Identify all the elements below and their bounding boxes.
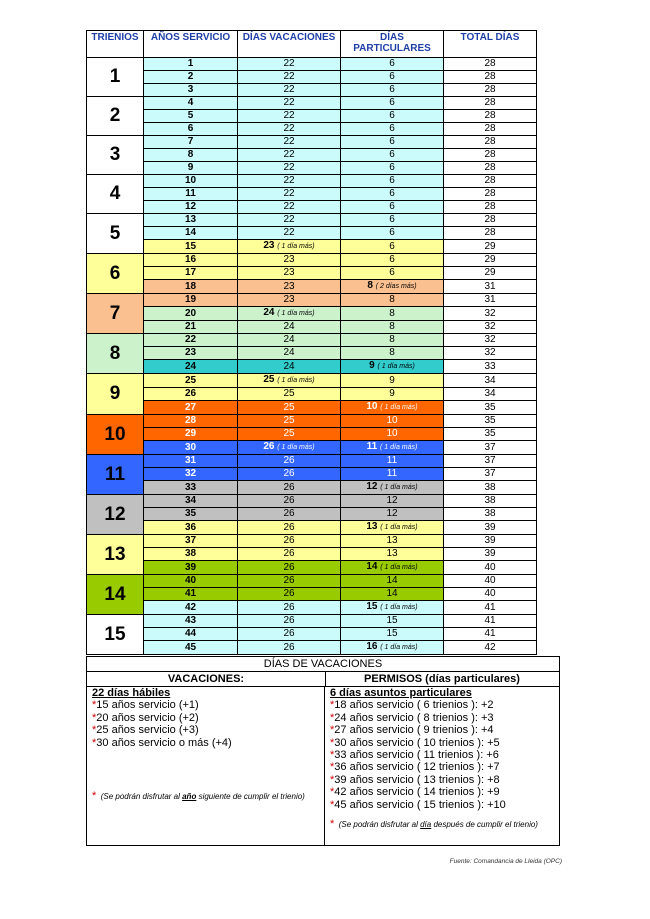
table-row: [87, 508, 537, 521]
total-days-cell: 37: [444, 441, 537, 455]
personal-days-cell: 14: [341, 575, 444, 588]
header-trienios: TRIENIOS: [87, 31, 144, 58]
table-row: [87, 441, 537, 455]
years-cell: 31: [144, 455, 238, 468]
total-days-cell: 34: [444, 374, 537, 388]
vacation-days-cell: 22: [238, 214, 341, 227]
permisos-column: [325, 686, 559, 845]
table-row: [87, 175, 537, 188]
vacation-days-cell: 25 ( 1 día más): [238, 374, 341, 388]
trienio-cell: 2: [87, 97, 144, 136]
years-cell: 21: [144, 321, 238, 334]
vacation-days-cell: 25: [238, 401, 341, 415]
summary-list-item: *42 años servicio ( 14 trienios ): +9: [330, 786, 500, 799]
total-days-cell: 31: [444, 294, 537, 307]
vacation-days-cell: 24: [238, 347, 341, 360]
vacation-days-cell: 23: [238, 280, 341, 294]
total-days-cell: 28: [444, 71, 537, 84]
total-days-cell: 39: [444, 548, 537, 561]
personal-days-cell: 11: [341, 468, 444, 481]
header-total-dias: TOTAL DÍAS: [444, 31, 537, 58]
vacation-days-cell: 26 ( 1 día más): [238, 441, 341, 455]
table-header-row: [87, 31, 537, 58]
vacation-days-cell: 22: [238, 188, 341, 201]
table-row: [87, 495, 537, 508]
vacation-table: [86, 30, 537, 655]
table-row: [87, 360, 537, 374]
total-days-cell: 39: [444, 521, 537, 535]
years-cell: 25: [144, 374, 238, 388]
summary-list-item: *27 años servicio ( 9 trienios ): +4: [330, 724, 494, 737]
table-row: [87, 628, 537, 641]
vacation-days-cell: 26: [238, 495, 341, 508]
total-days-cell: 28: [444, 149, 537, 162]
personal-days-cell: 6: [341, 110, 444, 123]
summary-list-item: *36 años servicio ( 12 trienios ): +7: [330, 761, 500, 774]
table-row: [87, 307, 537, 321]
years-cell: 29: [144, 428, 238, 441]
vacation-days-cell: 26: [238, 521, 341, 535]
total-days-cell: 28: [444, 162, 537, 175]
total-days-cell: 28: [444, 136, 537, 149]
personal-days-cell: 8: [341, 321, 444, 334]
personal-days-cell: 10: [341, 415, 444, 428]
vacation-days-cell: 26: [238, 548, 341, 561]
years-cell: 40: [144, 575, 238, 588]
total-days-cell: 29: [444, 267, 537, 280]
personal-days-cell: 6: [341, 254, 444, 267]
table-row: [87, 428, 537, 441]
personal-days-cell: 6: [341, 162, 444, 175]
personal-days-cell: 11: [341, 455, 444, 468]
table-row: [87, 84, 537, 97]
summary-list-item: *30 años servicio ( 10 trienios ): +5: [330, 736, 500, 749]
total-days-cell: 35: [444, 401, 537, 415]
personal-days-cell: 6: [341, 149, 444, 162]
summary-list-item: *18 años servicio ( 6 trienios ): +2: [330, 699, 494, 712]
vacation-days-cell: 23 ( 1 día más): [238, 240, 341, 254]
years-cell: 13: [144, 214, 238, 227]
table-row: [87, 240, 537, 254]
personal-days-cell: 13: [341, 535, 444, 548]
vacation-days-cell: 22: [238, 123, 341, 136]
personal-days-cell: 12: [341, 508, 444, 521]
personal-days-cell: 11 ( 1 día más): [341, 441, 444, 455]
years-cell: 17: [144, 267, 238, 280]
years-cell: 36: [144, 521, 238, 535]
personal-days-cell: 9 ( 1 día más): [341, 360, 444, 374]
vacation-days-cell: 26: [238, 535, 341, 548]
vacation-days-cell: 26: [238, 588, 341, 601]
total-days-cell: 28: [444, 175, 537, 188]
personal-days-cell: 10: [341, 428, 444, 441]
table-row: [87, 588, 537, 601]
years-cell: 45: [144, 641, 238, 655]
vacation-days-cell: 23: [238, 267, 341, 280]
personal-days-cell: 6: [341, 240, 444, 254]
vacation-days-cell: 22: [238, 162, 341, 175]
total-days-cell: 40: [444, 575, 537, 588]
total-days-cell: 28: [444, 227, 537, 240]
table-row: [87, 294, 537, 307]
table-row: [87, 455, 537, 468]
vacation-days-cell: 24: [238, 321, 341, 334]
vacation-days-cell: 25: [238, 388, 341, 401]
years-cell: 32: [144, 468, 238, 481]
table-row: [87, 136, 537, 149]
trienio-cell: 9: [87, 374, 144, 415]
total-days-cell: 28: [444, 123, 537, 136]
table-row: [87, 110, 537, 123]
vacation-days-cell: 23: [238, 294, 341, 307]
vacation-days-cell: 24 ( 1 día más): [238, 307, 341, 321]
trienio-cell: 15: [87, 615, 144, 655]
personal-days-cell: 6: [341, 84, 444, 97]
personal-days-cell: 8 ( 2 días más): [341, 280, 444, 294]
table-row: [87, 561, 537, 575]
years-cell: 28: [144, 415, 238, 428]
vacation-days-cell: 22: [238, 110, 341, 123]
table-row: [87, 188, 537, 201]
personal-days-cell: 14 ( 1 día más): [341, 561, 444, 575]
table-row: [87, 149, 537, 162]
vacation-days-cell: 22: [238, 136, 341, 149]
table-row: [87, 374, 537, 388]
perm-title: 6 días asuntos particulares: [330, 687, 472, 699]
trienio-cell: 1: [87, 58, 144, 97]
total-days-cell: 34: [444, 388, 537, 401]
total-days-cell: 38: [444, 481, 537, 495]
personal-days-cell: 13 ( 1 día más): [341, 521, 444, 535]
header-dias-particulares: DÍAS PARTICULARES: [341, 31, 444, 58]
vacation-days-cell: 25: [238, 428, 341, 441]
total-days-cell: 35: [444, 415, 537, 428]
total-days-cell: 29: [444, 240, 537, 254]
years-cell: 2: [144, 71, 238, 84]
total-days-cell: 32: [444, 321, 537, 334]
total-days-cell: 28: [444, 214, 537, 227]
vac-note: * (Se podrán disfrutar al año siguiente de cumplir el trienio): [92, 790, 305, 803]
personal-days-cell: 8: [341, 307, 444, 321]
table-row: [87, 201, 537, 214]
total-days-cell: 33: [444, 360, 537, 374]
table-row: [87, 468, 537, 481]
years-cell: 7: [144, 136, 238, 149]
trienio-cell: 3: [87, 136, 144, 175]
summary-list-item: *30 años servicio o más (+4): [92, 736, 232, 749]
personal-days-cell: 10 ( 1 día más): [341, 401, 444, 415]
years-cell: 23: [144, 347, 238, 360]
trienio-cell: 10: [87, 415, 144, 455]
vac-title: 22 días hábiles: [92, 687, 171, 699]
vacation-days-cell: 26: [238, 615, 341, 628]
years-cell: 37: [144, 535, 238, 548]
personal-days-cell: 6: [341, 123, 444, 136]
vacation-days-cell: 24: [238, 334, 341, 347]
years-cell: 33: [144, 481, 238, 495]
vacation-days-cell: 22: [238, 84, 341, 97]
table-row: [87, 641, 537, 655]
personal-days-cell: 6: [341, 267, 444, 280]
perm-items-list: [325, 699, 559, 811]
summary-title: DÍAS DE VACACIONES: [87, 657, 559, 672]
table-row: [87, 123, 537, 136]
vacation-days-cell: 26: [238, 468, 341, 481]
years-cell: 6: [144, 123, 238, 136]
personal-days-cell: 15: [341, 628, 444, 641]
years-cell: 38: [144, 548, 238, 561]
trienio-cell: 6: [87, 254, 144, 294]
personal-days-cell: 6: [341, 58, 444, 71]
total-days-cell: 40: [444, 561, 537, 575]
years-cell: 15: [144, 240, 238, 254]
personal-days-cell: 6: [341, 136, 444, 149]
years-cell: 41: [144, 588, 238, 601]
personal-days-cell: 6: [341, 201, 444, 214]
summary-list-item: *33 años servicio ( 11 trienios ): +6: [330, 749, 499, 762]
years-cell: 1: [144, 58, 238, 71]
summary-list-item: *25 años servicio (+3): [92, 724, 199, 737]
years-cell: 9: [144, 162, 238, 175]
table-row: [87, 615, 537, 628]
table-row: [87, 347, 537, 360]
years-cell: 4: [144, 97, 238, 110]
years-cell: 22: [144, 334, 238, 347]
total-days-cell: 35: [444, 428, 537, 441]
summary-list-item: *45 años servicio ( 15 trienios ): +10: [330, 798, 506, 811]
vacation-days-cell: 26: [238, 628, 341, 641]
years-cell: 18: [144, 280, 238, 294]
table-row: [87, 548, 537, 561]
summary-list-item: *20 años servicio (+2): [92, 711, 199, 724]
years-cell: 19: [144, 294, 238, 307]
vacation-days-cell: 26: [238, 641, 341, 655]
trienio-cell: 13: [87, 535, 144, 575]
personal-days-cell: 6: [341, 175, 444, 188]
vacation-days-cell: 26: [238, 481, 341, 495]
table-row: [87, 58, 537, 71]
vacation-days-cell: 25: [238, 415, 341, 428]
years-cell: 12: [144, 201, 238, 214]
trienio-cell: 14: [87, 575, 144, 615]
personal-days-cell: 6: [341, 214, 444, 227]
vacation-days-cell: 22: [238, 227, 341, 240]
years-cell: 14: [144, 227, 238, 240]
personal-days-cell: 12 ( 1 día más): [341, 481, 444, 495]
summary-list-item: *24 años servicio ( 8 trienios ): +3: [330, 711, 494, 724]
total-days-cell: 41: [444, 628, 537, 641]
total-days-cell: 28: [444, 201, 537, 214]
table-row: [87, 481, 537, 495]
total-days-cell: 28: [444, 97, 537, 110]
table-row: [87, 214, 537, 227]
total-days-cell: 28: [444, 188, 537, 201]
personal-days-cell: 13: [341, 548, 444, 561]
personal-days-cell: 15: [341, 615, 444, 628]
vacation-days-cell: 26: [238, 601, 341, 615]
table-row: [87, 535, 537, 548]
total-days-cell: 28: [444, 84, 537, 97]
personal-days-cell: 16 ( 1 día más): [341, 641, 444, 655]
years-cell: 8: [144, 149, 238, 162]
vacation-days-cell: 26: [238, 508, 341, 521]
personal-days-cell: 9: [341, 374, 444, 388]
table-row: [87, 601, 537, 615]
personal-days-cell: 8: [341, 334, 444, 347]
years-cell: 42: [144, 601, 238, 615]
years-cell: 27: [144, 401, 238, 415]
total-days-cell: 28: [444, 110, 537, 123]
years-cell: 26: [144, 388, 238, 401]
table-row: [87, 162, 537, 175]
personal-days-cell: 12: [341, 495, 444, 508]
summary-list-item: *15 años servicio (+1): [92, 699, 199, 712]
summary-box: [86, 656, 560, 846]
table-row: [87, 321, 537, 334]
summary-list-item: *39 años servicio ( 13 trienios ): +8: [330, 773, 500, 786]
personal-days-cell: 8: [341, 347, 444, 360]
vacation-days-cell: 26: [238, 455, 341, 468]
years-cell: 35: [144, 508, 238, 521]
total-days-cell: 40: [444, 588, 537, 601]
personal-days-cell: 14: [341, 588, 444, 601]
total-days-cell: 37: [444, 468, 537, 481]
table-row: [87, 401, 537, 415]
trienio-cell: 4: [87, 175, 144, 214]
total-days-cell: 32: [444, 307, 537, 321]
vacation-days-cell: 22: [238, 149, 341, 162]
personal-days-cell: 6: [341, 71, 444, 84]
trienio-cell: 11: [87, 455, 144, 495]
vacaciones-header: VACACIONES:: [167, 673, 245, 685]
years-cell: 24: [144, 360, 238, 374]
table-body: [87, 58, 537, 655]
source-note: Fuente: Comandancia de Lleida (OPC): [449, 858, 562, 865]
vacation-days-cell: 22: [238, 97, 341, 110]
years-cell: 10: [144, 175, 238, 188]
table-row: [87, 227, 537, 240]
total-days-cell: 32: [444, 347, 537, 360]
perm-note: * (Se podrán disfrutar al día después de cumplir el trienio): [330, 818, 538, 831]
vacation-days-cell: 22: [238, 201, 341, 214]
total-days-cell: 41: [444, 615, 537, 628]
personal-days-cell: 9: [341, 388, 444, 401]
years-cell: 30: [144, 441, 238, 455]
total-days-cell: 41: [444, 601, 537, 615]
total-days-cell: 39: [444, 535, 537, 548]
table-row: [87, 267, 537, 280]
table-row: [87, 334, 537, 347]
table-row: [87, 575, 537, 588]
years-cell: 39: [144, 561, 238, 575]
total-days-cell: 28: [444, 58, 537, 71]
vacaciones-column: [87, 686, 325, 845]
personal-days-cell: 15 ( 1 día más): [341, 601, 444, 615]
personal-days-cell: 6: [341, 97, 444, 110]
summary-subheader: [87, 672, 559, 687]
vacation-days-cell: 22: [238, 58, 341, 71]
table-row: [87, 415, 537, 428]
personal-days-cell: 8: [341, 294, 444, 307]
total-days-cell: 37: [444, 455, 537, 468]
years-cell: 44: [144, 628, 238, 641]
years-cell: 11: [144, 188, 238, 201]
vac-items-list: [87, 699, 324, 749]
total-days-cell: 42: [444, 641, 537, 655]
header-anos-servicio: AÑOS SERVICIO: [144, 31, 238, 58]
table-row: [87, 521, 537, 535]
total-days-cell: 32: [444, 334, 537, 347]
years-cell: 5: [144, 110, 238, 123]
vacation-days-cell: 26: [238, 561, 341, 575]
vacation-days-cell: 22: [238, 71, 341, 84]
trienio-cell: 5: [87, 214, 144, 254]
table-row: [87, 280, 537, 294]
table-row: [87, 254, 537, 267]
total-days-cell: 38: [444, 508, 537, 521]
trienio-cell: 7: [87, 294, 144, 334]
header-dias-vacaciones: DÍAS VACACIONES: [238, 31, 341, 58]
total-days-cell: 31: [444, 280, 537, 294]
permisos-header: PERMISOS (días particulares): [364, 673, 520, 685]
total-days-cell: 29: [444, 254, 537, 267]
table-row: [87, 388, 537, 401]
vacation-days-cell: 26: [238, 575, 341, 588]
personal-days-cell: 6: [341, 188, 444, 201]
vacation-days-cell: 24: [238, 360, 341, 374]
years-cell: 3: [144, 84, 238, 97]
total-days-cell: 38: [444, 495, 537, 508]
personal-days-cell: 6: [341, 227, 444, 240]
years-cell: 20: [144, 307, 238, 321]
years-cell: 34: [144, 495, 238, 508]
years-cell: 43: [144, 615, 238, 628]
trienio-cell: 12: [87, 495, 144, 535]
table-row: [87, 71, 537, 84]
vacation-days-cell: 23: [238, 254, 341, 267]
vacation-days-cell: 22: [238, 175, 341, 188]
years-cell: 16: [144, 254, 238, 267]
trienio-cell: 8: [87, 334, 144, 374]
table-row: [87, 97, 537, 110]
